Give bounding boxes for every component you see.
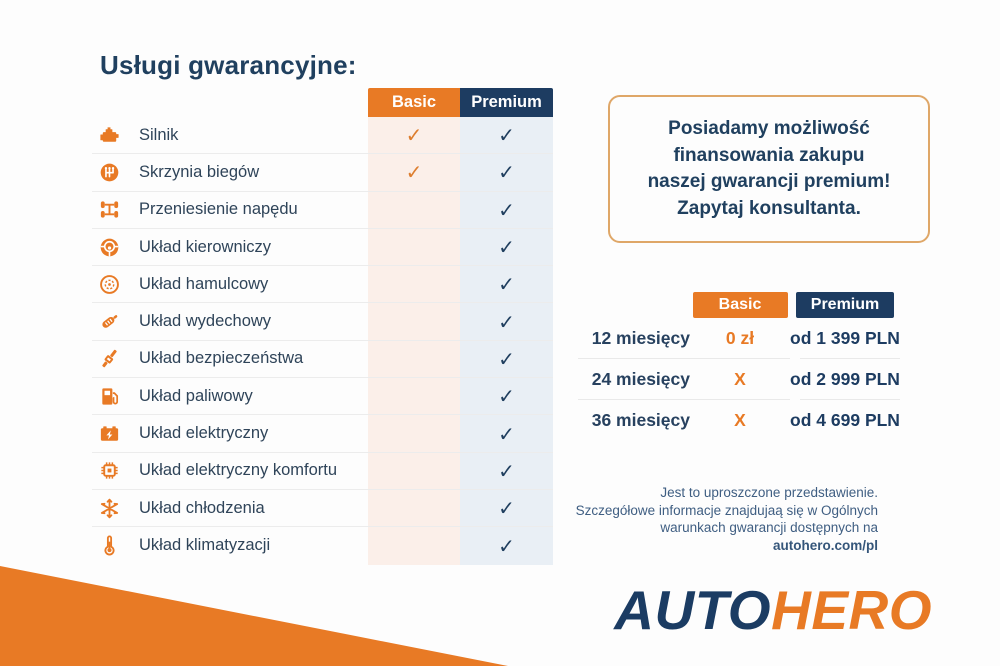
service-row — [92, 378, 553, 415]
services-rows — [92, 117, 553, 565]
service-label: Układ bezpieczeństwa — [139, 349, 304, 368]
page-title: Usługi gwarancyjne: — [100, 50, 357, 80]
premium-cell — [460, 192, 553, 228]
pricing-basic-value: X — [734, 368, 746, 389]
basic-cell — [368, 527, 460, 564]
check-icon: ✓ — [498, 272, 515, 297]
services-table — [92, 88, 553, 565]
pricing-row — [578, 400, 900, 440]
autohero-logo — [590, 578, 932, 642]
check-icon: ✓ — [405, 123, 423, 148]
brake-icon — [92, 266, 126, 302]
pricing-premium-value: od 4 699 PLN — [790, 409, 900, 430]
pricing-premium-value: od 1 399 PLN — [790, 327, 900, 348]
basic-cell — [368, 378, 460, 414]
check-icon: ✓ — [498, 123, 515, 148]
premium-cell — [460, 303, 553, 339]
services-col-header-premium: Premium — [460, 88, 553, 117]
service-label: Układ paliwowy — [139, 386, 253, 405]
basic-cell — [368, 303, 460, 339]
fuel-pump-icon — [92, 378, 126, 414]
check-icon: ✓ — [498, 458, 515, 483]
promo-line: finansowania zakupu — [673, 144, 865, 166]
pricing-row-divider — [578, 399, 900, 400]
pricing-period: 36 miesięcy — [591, 409, 690, 430]
basic-cell — [368, 415, 460, 451]
battery-icon — [92, 415, 126, 451]
gearbox-icon — [92, 154, 126, 190]
snowflake-icon — [92, 490, 126, 526]
premium-cell — [460, 415, 553, 451]
service-label: Przeniesienie napędu — [139, 200, 298, 219]
premium-cell — [460, 490, 553, 526]
corner-accent-shape — [0, 566, 508, 666]
thermometer-icon — [92, 527, 126, 564]
engine-icon — [92, 117, 126, 153]
basic-cell — [368, 117, 460, 153]
service-label: Układ hamulcowy — [139, 274, 269, 293]
basic-cell — [368, 341, 460, 377]
service-row — [92, 303, 553, 340]
logo-auto-part: AUTO — [614, 579, 772, 641]
premium-cell — [460, 266, 553, 302]
disclaimer-text — [558, 484, 878, 554]
services-table-header — [92, 88, 553, 117]
drivetrain-icon — [92, 192, 126, 228]
premium-cell — [460, 453, 553, 489]
service-label: Silnik — [139, 125, 179, 144]
service-label: Układ elektryczny komfortu — [139, 461, 338, 480]
pricing-basic-value: X — [734, 409, 746, 430]
premium-cell — [460, 341, 553, 377]
financing-promo-box — [608, 95, 930, 243]
service-label: Układ klimatyzacji — [139, 536, 271, 555]
check-icon: ✓ — [498, 235, 515, 260]
basic-cell — [368, 266, 460, 302]
check-icon: ✓ — [498, 421, 515, 446]
premium-cell — [460, 117, 553, 153]
exhaust-icon — [92, 303, 126, 339]
promo-line: Posiadamy możliwość — [668, 118, 870, 139]
pricing-table — [578, 292, 900, 440]
logo-hero-part: HERO — [771, 579, 932, 641]
pricing-col-header-premium: Premium — [796, 292, 894, 318]
basic-cell — [368, 192, 460, 228]
check-icon: ✓ — [405, 160, 423, 185]
service-row — [92, 490, 553, 527]
basic-cell — [368, 229, 460, 265]
seatbelt-icon — [92, 341, 126, 377]
check-icon: ✓ — [498, 346, 515, 371]
premium-cell — [460, 378, 553, 414]
pricing-period: 24 miesięcy — [591, 368, 690, 389]
promo-line: naszej gwarancji premium! — [647, 171, 891, 192]
pricing-row — [578, 359, 900, 399]
disclaimer-line: Szczegółowe informacje znajdujaą się w Ogólnych — [575, 502, 878, 518]
chip-icon — [92, 453, 126, 489]
premium-cell — [460, 229, 553, 265]
pricing-col-header-basic: Basic — [693, 292, 788, 318]
check-icon: ✓ — [498, 384, 515, 409]
service-label: Układ elektryczny — [139, 424, 269, 443]
service-row — [92, 453, 553, 490]
services-col-header-basic: Basic — [368, 88, 460, 117]
steering-wheel-icon — [92, 229, 126, 265]
autohero-url: autohero.com/pl — [772, 537, 878, 553]
pricing-basic-value: 0 zł — [725, 327, 755, 348]
service-row — [92, 117, 553, 154]
pricing-rows — [578, 318, 900, 440]
pricing-row-divider — [578, 358, 900, 359]
basic-cell — [368, 453, 460, 489]
basic-cell — [368, 154, 460, 190]
premium-cell — [460, 154, 553, 190]
service-row — [92, 266, 553, 303]
check-icon: ✓ — [498, 197, 515, 222]
service-label: Układ chłodzenia — [139, 498, 265, 517]
service-row — [92, 415, 553, 452]
promo-line: Zapytaj konsultanta. — [677, 197, 861, 219]
check-icon: ✓ — [498, 160, 515, 185]
service-row — [92, 192, 553, 229]
check-icon: ✓ — [498, 533, 515, 558]
service-row — [92, 229, 553, 266]
check-icon: ✓ — [498, 496, 515, 521]
pricing-row — [578, 318, 900, 358]
pricing-period: 12 miesięcy — [591, 327, 690, 348]
service-row — [92, 154, 553, 191]
disclaimer-line: Jest to uproszczone przedstawienie. — [660, 485, 878, 500]
service-label: Układ kierowniczy — [139, 237, 272, 256]
service-row — [92, 527, 553, 564]
premium-cell — [460, 527, 553, 564]
service-row — [92, 341, 553, 378]
service-label: Skrzynia biegów — [139, 162, 260, 181]
pricing-premium-value: od 2 999 PLN — [790, 368, 900, 389]
pricing-table-header — [578, 292, 900, 318]
service-label: Układ wydechowy — [139, 312, 272, 331]
check-icon: ✓ — [498, 309, 515, 334]
basic-cell — [368, 490, 460, 526]
disclaimer-line: warunkach gwarancji dostępnych na autohero.com/pl — [660, 520, 878, 553]
